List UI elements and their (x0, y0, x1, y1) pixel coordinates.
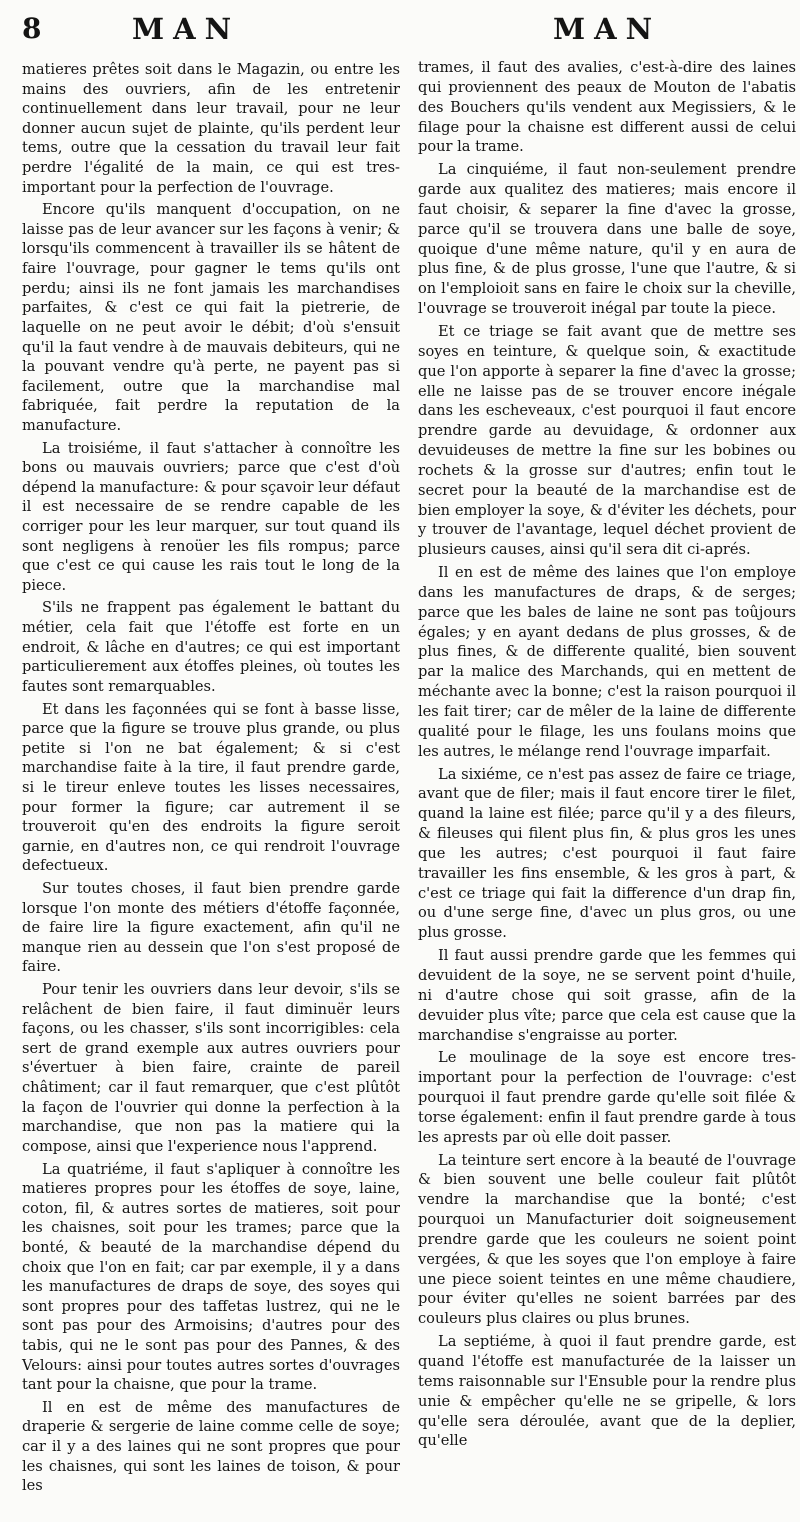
paragraph: Le moulinage de la soye est encore tres-important pour la perfection de l'ouvrage: c'est pourquoi il faut prendre garde qu'elle soit filée & torse également: enfin il faut prendre garde à tous les aprests par où elle doit passer. (418, 1049, 796, 1146)
running-head-left: MAN (132, 12, 241, 46)
paragraph: La septiéme, à quoi il faut prendre garde, est quand l'étoffe est manufacturée de la laisser un tems raisonnable sur l'Ensuble pour la rendre plus unie & empêcher qu'elle ne se gripelle, & lors qu'elle sera déroulée, avant que de la deplier, qu'elle (418, 1333, 796, 1450)
paragraph: La troisiéme, il faut s'attacher à connoître les bons ou mauvais ouvriers; parce que c'est d'où dépend la manufacture: & pour sçavoir leur défaut il est necessaire de se rendre capable de les corriger pour les leur marquer, sur tout quand ils sont negligens à renoüer les fils rompus; parce que c'est ce qui cause les rais tout le long de la piece. (22, 439, 400, 594)
paragraph: Sur toutes choses, il faut bien prendre garde lorsque l'on monte des métiers d'étoffe façonnée, de faire lire la figure exactement, afin qu'il ne manque rien au dessein que l'on s'est proposé de faire. (22, 879, 400, 976)
paragraph: trames, il faut des avalies, c'est-à-dire des laines qui proviennent des peaux de Mouton de l'abatis des Bouchers qu'ils vendent aux Megissiers, & le filage pour la chaisne est different aussi de celui pour la trame. (418, 59, 796, 156)
page-number: 8 (22, 12, 42, 45)
paragraph: La quatriéme, il faut s'apliquer à connoître les matieres propres pour les étoffes de soye, laine, coton, fil, & autres sortes de matieres, soit pour les chaisnes, soit pour les trames; parce que la bonté, & beauté de la marchandise dépend du choix que l'on en fait; car par exemple, il y a dans les manufactures de draps de soye, des soyes qui sont propres pour des taffetas lustrez, qui ne le sont pas pour des Armoisins; d'autres pour des tabis, qui ne le sont pas pour des Pannes, & des Velours: ainsi pour toutes autres sortes d'ouvrages tant pour la chaisne, que pour la trame. (22, 1160, 400, 1394)
running-head-right: MAN (553, 12, 662, 46)
paragraph: Il en est de même des laines que l'on employe dans les manufactures de draps, & de serges; parce que les bales de laine ne sont pas toûjours égales; y en ayant dedans de plus grosses, & de plus fines, & de differente qualité, bien souvent par la malice des Marchands, qui en mettent de méchante avec la bonne; c'est la raison pourquoi il les fait tirer; car de mêler de la laine de differente qualité pour le filage, les uns foulans moins que les autres, le mélange rend l'ouvrage imparfait. (418, 564, 796, 760)
paragraph: S'ils ne frappent pas également le battant du métier, cela fait que l'étoffe est forte en un endroit, & lâche en d'autres; ce qui est important particulierement aux étoffes pleines, où toutes les fautes sont remarquables. (22, 599, 400, 695)
paragraph: Il faut aussi prendre garde que les femmes qui devuident de la soye, ne se servent point d'huile, ni d'autre chose qui soit grasse, afin de la devuider plus vîte; parce que cela est cause que la marchandise s'engraisse au porter. (418, 947, 796, 1044)
paragraph: Et dans les façonnées qui se font à basse lisse, parce que la figure se trouve plus grande, ou plus petite si l'on ne bat également; & si c'est marchandise faite à la tire, il faut prendre garde, si le tireur enleve toutes les lisses necessaires, pour former la figure; car autrement il se trouveroit qu'en des endroits la figure seroit garnie, en d'autres non, ce qui rendroit l'ouvrage defectueux. (22, 700, 400, 875)
text-column-left (22, 60, 400, 1499)
paragraph: Il en est de même des manufactures de draperie & sergerie de laine comme celle de soye; car il y a des laines qui ne sont propres que pour les chaisnes, qui sont les laines de toison, & pour les (22, 1398, 400, 1495)
paragraph: Pour tenir les ouvriers dans leur devoir, s'ils se relâchent de bien faire, il faut diminuër leurs façons, ou les chasser, s'ils sont incorrigibles: cela sert de grand exemple aux autres ouvriers pour s'évertuer à bien faire, crainte de pareil châtiment; car il faut remarquer, que c'est plûtôt la façon de l'ouvrier qui donne la perfection à la marchandise, que non pas la matiere qui la compose, ainsi que l'experience nous l'apprend. (22, 981, 400, 1155)
paragraph: La teinture sert encore à la beauté de l'ouvrage & bien souvent une belle couleur fait plûtôt vendre la marchandise que la bonté; c'est pourquoi un Manufacturier doit soigneusement prendre garde que les couleurs ne soient point vergées, & que les soyes que l'on employe à faire une piece soient teintes en une même chaudiere, pour éviter qu'elles ne soient barrées par des couleurs plus claires ou plus brunes. (418, 1151, 796, 1328)
paragraph: La cinquiéme, il faut non-seulement prendre garde aux qualitez des matieres; mais encore il faut choisir, & separer la fine d'avec la grosse, parce qu'il se trouvera dans une balle de soye, quoique d'une même nature, qu'il y en aura de plus fine, & de plus grosse, l'une que l'autre, & si on l'emploioit sans en faire le choix sur la cheville, l'ouvrage se trouveroit inégal par toute la piece. (418, 161, 796, 318)
paragraph: matieres prêtes soit dans le Magazin, ou entre les mains des ouvriers, afin de les entretenir continuellement dans leur travail, pour ne leur donner aucun sujet de plainte, qu'ils perdent leur tems, outre que la cessation du travail leur fait perdre l'égalité de la main, ce qui est tres-important pour la perfection de l'ouvrage. (22, 61, 400, 196)
text-column-right (418, 58, 796, 1454)
paragraph: Encore qu'ils manquent d'occupation, on ne laisse pas de leur avancer sur les façons à venir; & lorsqu'ils commencent à travailler ils se hâtent de faire l'ouvrage, pour gagner le tems qu'ils ont perdu; ainsi ils ne font jamais les marchandises parfaites, & c'est ce qui fait la pietrerie, de laquelle on ne peut avoir le débit; d'où s'ensuit qu'il la faut vendre à de mauvais debiteurs, qui ne la pouvant vendre qu'à perte, ne payent pas si facilement, outre que la marchandise mal fabriquée, fait perdre la reputation de la manufacture. (22, 201, 400, 434)
paragraph: Et ce triage se fait avant que de mettre ses soyes en teinture, & quelque soin, & exactitude que l'on apporte à separer la fine d'avec la grosse; elle ne laisse pas de se trouver encore inégale dans les escheveaux, c'est pourquoi il faut encore prendre garde au devuidage, & ordonner aux devuideuses de mettre la fine sur les bobines ou rochets & la grosse sur d'autres; enfin tout le secret pour la beauté de la marchandise est de bien employer la soye, & d'éviter les déchets, pour y trouver de l'avantage, lequel déchet provient de plusieurs causes, ainsi qu'il sera dit ci-aprés. (418, 322, 796, 559)
paragraph: La sixiéme, ce n'est pas assez de faire ce triage, avant que de filer; mais il faut encore tirer le filet, quand la laine est filée; parce qu'il y a des fileurs, & fileuses qui filent plus fin, & plus gros les unes que les autres; c'est pourquoi il faut faire travailler les fins ensemble, & les gros à part, & c'est ce triage qui fait la difference d'un drap fin, ou d'une serge fine, d'avec un plus gros, ou une plus grosse. (418, 765, 796, 942)
